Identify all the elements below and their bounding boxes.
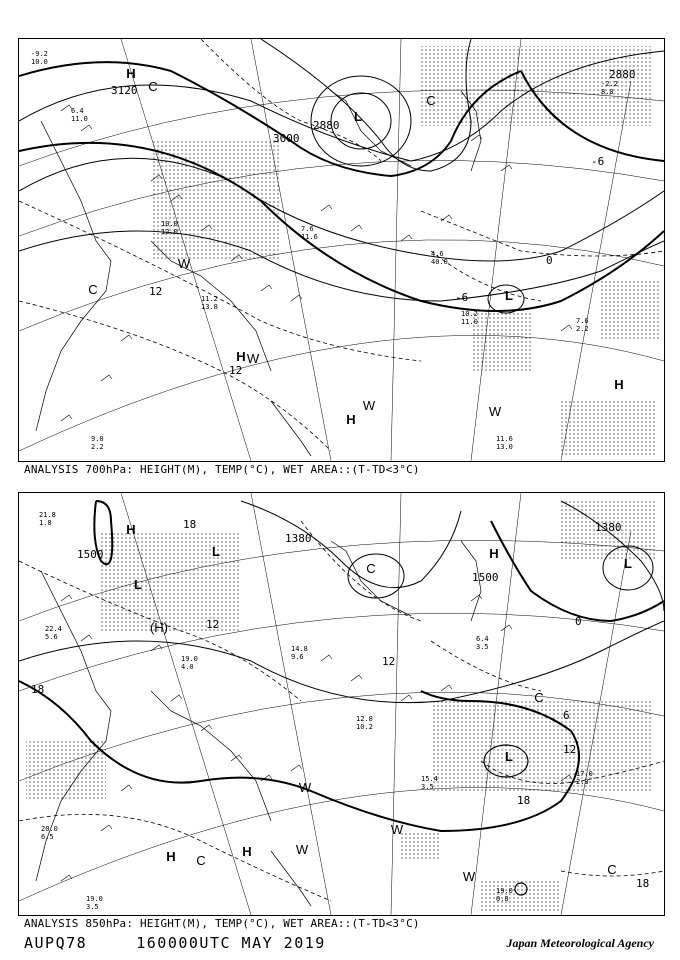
pressure-center-marker: C — [607, 862, 617, 877]
svg-text:12.0: 12.0 — [161, 228, 178, 236]
svg-text:5.6: 5.6 — [45, 633, 58, 641]
svg-text:3.5: 3.5 — [86, 903, 99, 911]
product-code: AUPQ78 — [24, 934, 88, 952]
wind-barbs-700 — [61, 105, 572, 421]
svg-text:19.0: 19.0 — [496, 887, 513, 895]
wet-area-850 — [26, 501, 656, 911]
contour-label: -6 — [591, 155, 605, 168]
svg-text:8.0: 8.0 — [601, 88, 614, 96]
svg-text:13.8: 13.8 — [201, 303, 218, 311]
contour-label: 1500 — [472, 571, 499, 584]
caption-850hpa: ANALYSIS 850hPa: HEIGHT(M), TEMP(°C), WET AREA::(T-TD<3°C) — [24, 917, 420, 930]
product-header — [24, 934, 326, 952]
pressure-center-marker: L — [505, 288, 513, 303]
contour-label: 18 — [636, 877, 650, 890]
pressure-center-marker: C — [88, 282, 98, 297]
pressure-center-marker: H — [489, 546, 499, 561]
svg-text:10.2: 10.2 — [356, 723, 373, 731]
svg-text:11.6: 11.6 — [496, 435, 513, 443]
contour-label: 2880 — [313, 119, 340, 132]
pressure-center-marker: H — [242, 844, 252, 859]
pressure-center-marker: W — [362, 398, 376, 413]
contour-label: 12 — [382, 655, 396, 668]
pressure-center-marker: C — [426, 93, 436, 108]
contour-label: 3120 — [111, 84, 138, 97]
svg-text:6.5: 6.5 — [41, 833, 54, 841]
svg-text:1.8: 1.8 — [39, 519, 52, 527]
svg-text:19.0: 19.0 — [86, 895, 103, 903]
svg-text:-9.2: -9.2 — [31, 50, 48, 58]
pressure-center-marker: H — [166, 849, 176, 864]
wet-area-700 — [151, 46, 661, 456]
pressure-center-marker: W — [390, 822, 404, 837]
pressure-center-marker: C — [366, 561, 376, 576]
pressure-center-marker: L — [212, 544, 220, 559]
contour-label: 12 — [563, 743, 577, 756]
svg-text:2.2: 2.2 — [91, 443, 104, 451]
contour-label: 0 — [575, 615, 582, 628]
pressure-center-marker: W — [295, 842, 309, 857]
contour-label: 2880 — [609, 68, 636, 81]
svg-text:2.2: 2.2 — [576, 325, 589, 333]
pressure-center-marker: L — [134, 577, 142, 592]
pressure-center-marker: L — [624, 556, 632, 571]
contour-label: 18 — [183, 518, 197, 531]
contour-label: 18 — [517, 794, 531, 807]
contour-label: 18 — [31, 683, 45, 696]
pressure-center-marker: H — [126, 66, 136, 81]
contour-label: 1500 — [77, 548, 104, 561]
weather-map-700hpa — [19, 39, 664, 461]
contour-label: 0 — [546, 254, 553, 267]
svg-text:15.4: 15.4 — [421, 775, 438, 783]
contour-label: 6 — [563, 709, 570, 722]
svg-text:14.8: 14.8 — [291, 645, 308, 653]
map-panel-850hpa — [18, 492, 665, 916]
pressure-center-marker: H — [346, 412, 356, 427]
svg-text:19.0: 19.0 — [181, 655, 198, 663]
pressure-center-marker: (H) — [149, 620, 169, 635]
svg-text:40.0: 40.0 — [431, 258, 448, 266]
contour-label: 12 — [206, 618, 220, 631]
svg-text:12.8: 12.8 — [356, 715, 373, 723]
map-panel-700hpa — [18, 38, 665, 462]
pressure-center-marker: L — [354, 109, 362, 124]
svg-text:17.0: 17.0 — [576, 770, 593, 778]
svg-text:2.3: 2.3 — [576, 778, 589, 786]
pressure-center-marker: W — [177, 256, 191, 271]
svg-text:21.8: 21.8 — [39, 511, 56, 519]
svg-text:11.0: 11.0 — [461, 318, 478, 326]
svg-text:9.6: 9.6 — [291, 653, 304, 661]
svg-text:3.5: 3.5 — [421, 783, 434, 791]
pressure-center-marker: C — [148, 79, 158, 94]
pressure-center-marker: L — [505, 749, 513, 764]
svg-text:4.0: 4.0 — [181, 663, 194, 671]
svg-text:22.4: 22.4 — [45, 625, 62, 633]
svg-text:-2.2: -2.2 — [601, 80, 618, 88]
contour-label: 12 — [229, 364, 243, 377]
svg-text:11.2: 11.2 — [201, 295, 218, 303]
contour-label: 3000 — [273, 132, 300, 145]
svg-text:3.5: 3.5 — [476, 643, 489, 651]
svg-text:10.2: 10.2 — [461, 310, 478, 318]
svg-text:4.6: 4.6 — [431, 250, 444, 258]
svg-text:20.0: 20.0 — [41, 825, 58, 833]
valid-time: 160000UTC MAY 2019 — [136, 934, 326, 952]
contour-label: 12 — [149, 285, 163, 298]
svg-text:10.0: 10.0 — [161, 220, 178, 228]
agency-name: Japan Meteorological Agency — [506, 936, 654, 950]
svg-text:11.6: 11.6 — [301, 233, 318, 241]
contour-label: -6 — [455, 291, 469, 304]
pressure-center-marker: H — [126, 522, 136, 537]
svg-text:7.6: 7.6 — [301, 225, 314, 233]
pressure-center-marker: W — [298, 780, 312, 795]
svg-text:9.0: 9.0 — [91, 435, 104, 443]
svg-text:11.0: 11.0 — [71, 115, 88, 123]
pressure-center-marker: W — [488, 404, 502, 419]
pressure-center-marker: W — [462, 869, 476, 884]
pressure-center-marker: W — [246, 351, 260, 366]
svg-text:7.6: 7.6 — [576, 317, 589, 325]
svg-text:10.0: 10.0 — [31, 58, 48, 66]
contour-label: 1380 — [285, 532, 312, 545]
svg-text:6.4: 6.4 — [71, 107, 84, 115]
svg-text:13.0: 13.0 — [496, 443, 513, 451]
contour-label: 1380 — [595, 521, 622, 534]
svg-text:6.4: 6.4 — [476, 635, 489, 643]
svg-text:0.8: 0.8 — [496, 895, 509, 903]
caption-700hpa: ANALYSIS 700hPa: HEIGHT(M), TEMP(°C), WET AREA::(T-TD<3°C) — [24, 463, 420, 476]
weather-map-850hpa — [19, 493, 664, 915]
pressure-center-marker: C — [534, 690, 544, 705]
pressure-center-marker: C — [196, 853, 206, 868]
pressure-center-marker: H — [236, 349, 246, 364]
pressure-center-marker: H — [614, 377, 624, 392]
